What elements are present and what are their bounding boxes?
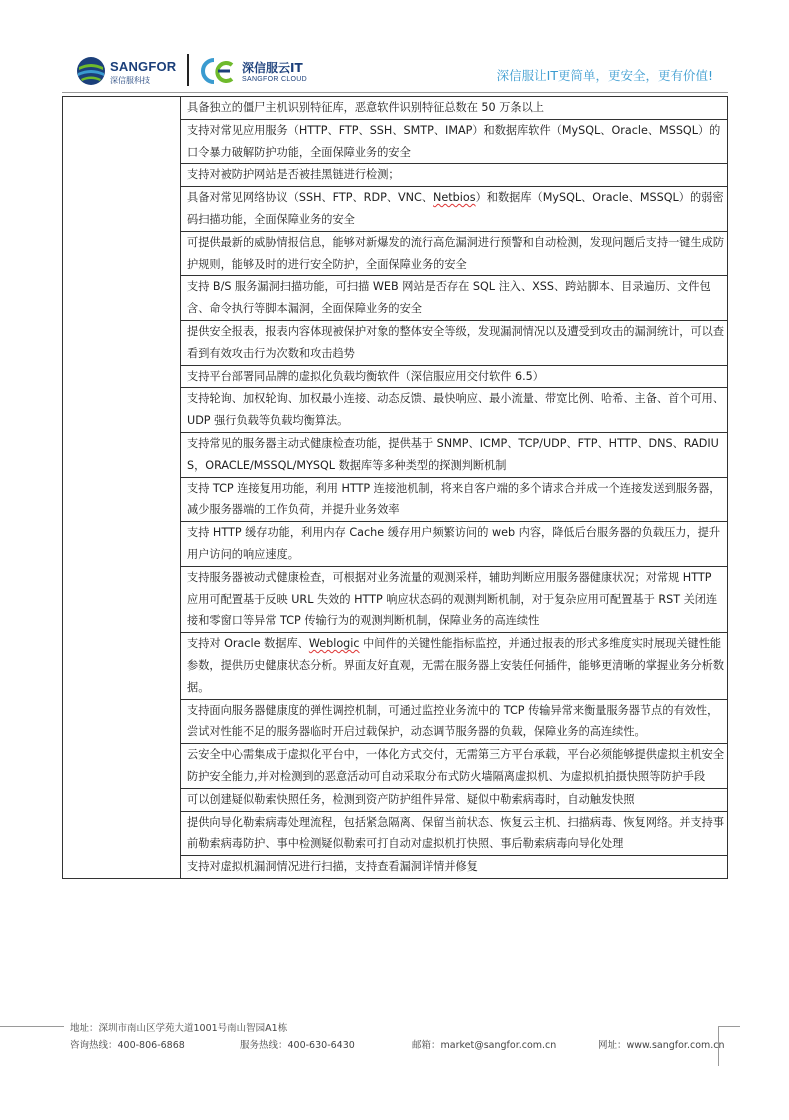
spec-description-cell [181, 744, 728, 789]
footer-email: 邮箱：market@sangfor.com.cn [412, 1040, 557, 1051]
spec-text: 云安全中心需集成于虚拟化平台中，一体化方式交付，无需第三方平台承载，平台必须能够提供虚拟主机安全防护安全能力,并对检测到的恶意活动可自动采取分布式防火墙隔离虚拟机、为虚拟机拍摄快照等防护手段 [187, 748, 725, 783]
spec-description-cell [181, 388, 728, 433]
spec-description-cell [181, 365, 728, 388]
spec-text: 支持常见的服务器主动式健康检查功能，提供基于 SNMP、ICMP、TCP/UDP、FTP、HTTP、DNS、RADIUS，ORACLE/MSSQL/MYSQL 数据库等多种类型的探测判断机制 [187, 436, 719, 472]
spec-table-body [63, 97, 728, 879]
sangfor-logo [76, 56, 176, 90]
spec-text: 支持 HTTP 缓存功能，利用内存 Cache 缓存用户频繁访问的 web 内容，降低后台服务器的负载压力，提升用户访问的响应速度。 [187, 526, 721, 561]
page-footer [0, 1010, 789, 1090]
spec-text: 提供安全报表，报表内容体现被保护对象的整体安全等级，发现漏洞情况以及遭受到攻击的漏洞统计，可以查看到有效攻击行为次数和攻击趋势 [187, 324, 725, 360]
spec-description-cell [181, 164, 728, 187]
spec-text: 具备独立的僵尸主机识别特征库，恶意软件识别特征总数在 50 万条以上 [187, 101, 544, 114]
header-slogan: 深信服让IT更简单，更安全，更有价值! [496, 68, 713, 83]
spec-text: 可以创建疑似勒索快照任务，检测到资产防护组件异常、疑似中勒索病毒时，自动触发快照 [187, 792, 635, 806]
spec-text: 中间件的关键性能指标监控，并通过报表的形式多维度实时展现关键性能参数，提供历史健康状态分析。界面友好直观，无需在服务器上安装任何插件，能够更清晰的掌握业务分析数据。 [187, 637, 725, 694]
footer-address: 地址：深圳市南山区学苑大道1001号南山智园A1栋 [70, 1023, 288, 1034]
spec-text: 支持服务器被动式健康检查，可根据对业务流量的观测采样，辅助判断应用服务器健康状况；对常规 HTTP 应用可配置基于反映 URL 失效的 HTTP 响应状态码的观测判断机制，对于复杂应用可配置基于 RST 关闭连接和零窗口等异常 TCP 传输行为的观测判断机制，保障业务的高连续性 [187, 570, 718, 628]
spec-description-cell [181, 788, 728, 811]
spec-description-cell [181, 522, 728, 567]
spec-text: ）和数据库（MySQL、Oracle、MSSQL）的弱密码扫描功能，全面保障业务的安全 [187, 191, 724, 226]
spec-description-cell [181, 633, 728, 699]
spec-description-cell [181, 231, 728, 276]
spec-table [62, 96, 728, 879]
spec-description-cell [181, 811, 728, 856]
cloud-brand-subtext: SANGFOR CLOUD [242, 76, 307, 83]
footer-service-hotline: 服务热线：400-630-6430 [240, 1040, 355, 1051]
sangfor-cloud-logo [198, 56, 318, 90]
spec-description-cell [181, 187, 728, 232]
spec-text: 支持 TCP 连接复用功能，利用 HTTP 连接池机制，将来自客户端的多个请求合并成一个连接发送到服务器，减少服务器端的工作负荷，并提升业务效率 [187, 481, 721, 517]
page-header [0, 0, 789, 96]
header-divider [187, 54, 189, 86]
spec-description-cell [181, 276, 728, 321]
sangfor-brand-subtext: 深信服科技 [110, 76, 150, 85]
spec-text: 可提供最新的威胁情报信息，能够对新爆发的流行高危漏洞进行预警和自动检测，发现问题后支持一键生成防护规则，能够及时的进行安全防护，全面保障业务的安全 [187, 235, 725, 271]
spec-text: 支持对常见应用服务（HTTP、FTP、SSH、SMTP、IMAP）和数据库软件（MySQL、Oracle、MSSQL）的口令暴力破解防护功能，全面保障业务的安全 [187, 123, 721, 159]
spec-text: 支持对虚拟机漏洞情况进行扫描，支持查看漏洞详情并修复 [187, 860, 478, 874]
sangfor-brand-text: SANGFOR [110, 59, 177, 74]
spec-description-cell [181, 699, 728, 744]
spellcheck-flagged-term: Weblogic [308, 637, 360, 651]
spec-description-cell [181, 856, 728, 879]
category-cell [63, 97, 181, 879]
footer-rule [0, 1026, 64, 1027]
spellcheck-flagged-term: Netbios [433, 191, 476, 205]
spec-description-cell [181, 119, 728, 164]
spec-description-cell [181, 97, 728, 120]
spec-text: 支持面向服务器健康度的弹性调控机制，可通过监控业务流中的 TCP 传输异常来衡量服务器节点的有效性，尝试对性能不足的服务器临时开启过载保护，动态调节服务器的负载，保障业务的高连续性。 [187, 703, 719, 739]
spec-description-cell [181, 432, 728, 477]
spec-text: 具备对常见网络协议（SSH、FTP、RDP、VNC、 [187, 191, 434, 205]
spec-description-cell [181, 477, 728, 522]
sangfor-globe-icon [76, 56, 106, 86]
footer-website: 网址：www.sangfor.com.cn [598, 1040, 725, 1051]
footer-consult-hotline: 咨询热线：400-806-6868 [70, 1040, 185, 1051]
spec-text: 支持 B/S 服务漏洞扫描功能，可扫描 WEB 网站是否存在 SQL 注入、XSS、跨站脚本、目录遍历、文件包含、命令执行等脚本漏洞，全面保障业务的安全 [187, 280, 711, 316]
table-row [63, 97, 728, 120]
header-rule [62, 92, 728, 93]
spec-description-cell [181, 566, 728, 632]
cloud-logo-icon [198, 56, 238, 86]
spec-text: 提供向导化勒索病毒处理流程，包括紧急隔离、保留当前状态、恢复云主机、扫描病毒、恢复网络。并支持事前勒索病毒防护、事中检测疑似勒索可打自动对虚拟机打快照、事后勒索病毒向导化处理 [187, 815, 725, 851]
spec-text: 支持平台部署同品牌的虚拟化负载均衡软件（深信服应用交付软件 6.5） [187, 369, 544, 383]
spec-text: 支持对被防护网站是否被挂黑链进行检测； [187, 168, 400, 182]
spec-text: 支持对 Oracle 数据库、 [187, 637, 309, 651]
spec-description-cell [181, 320, 728, 365]
cloud-brand-text: 深信服云IT [242, 61, 303, 75]
spec-text: 支持轮询、加权轮询、加权最小连接、动态反馈、最快响应、最小流量、带宽比例、哈希、主备、首个可用、UDP 强行负载等负载均衡算法。 [187, 392, 725, 428]
